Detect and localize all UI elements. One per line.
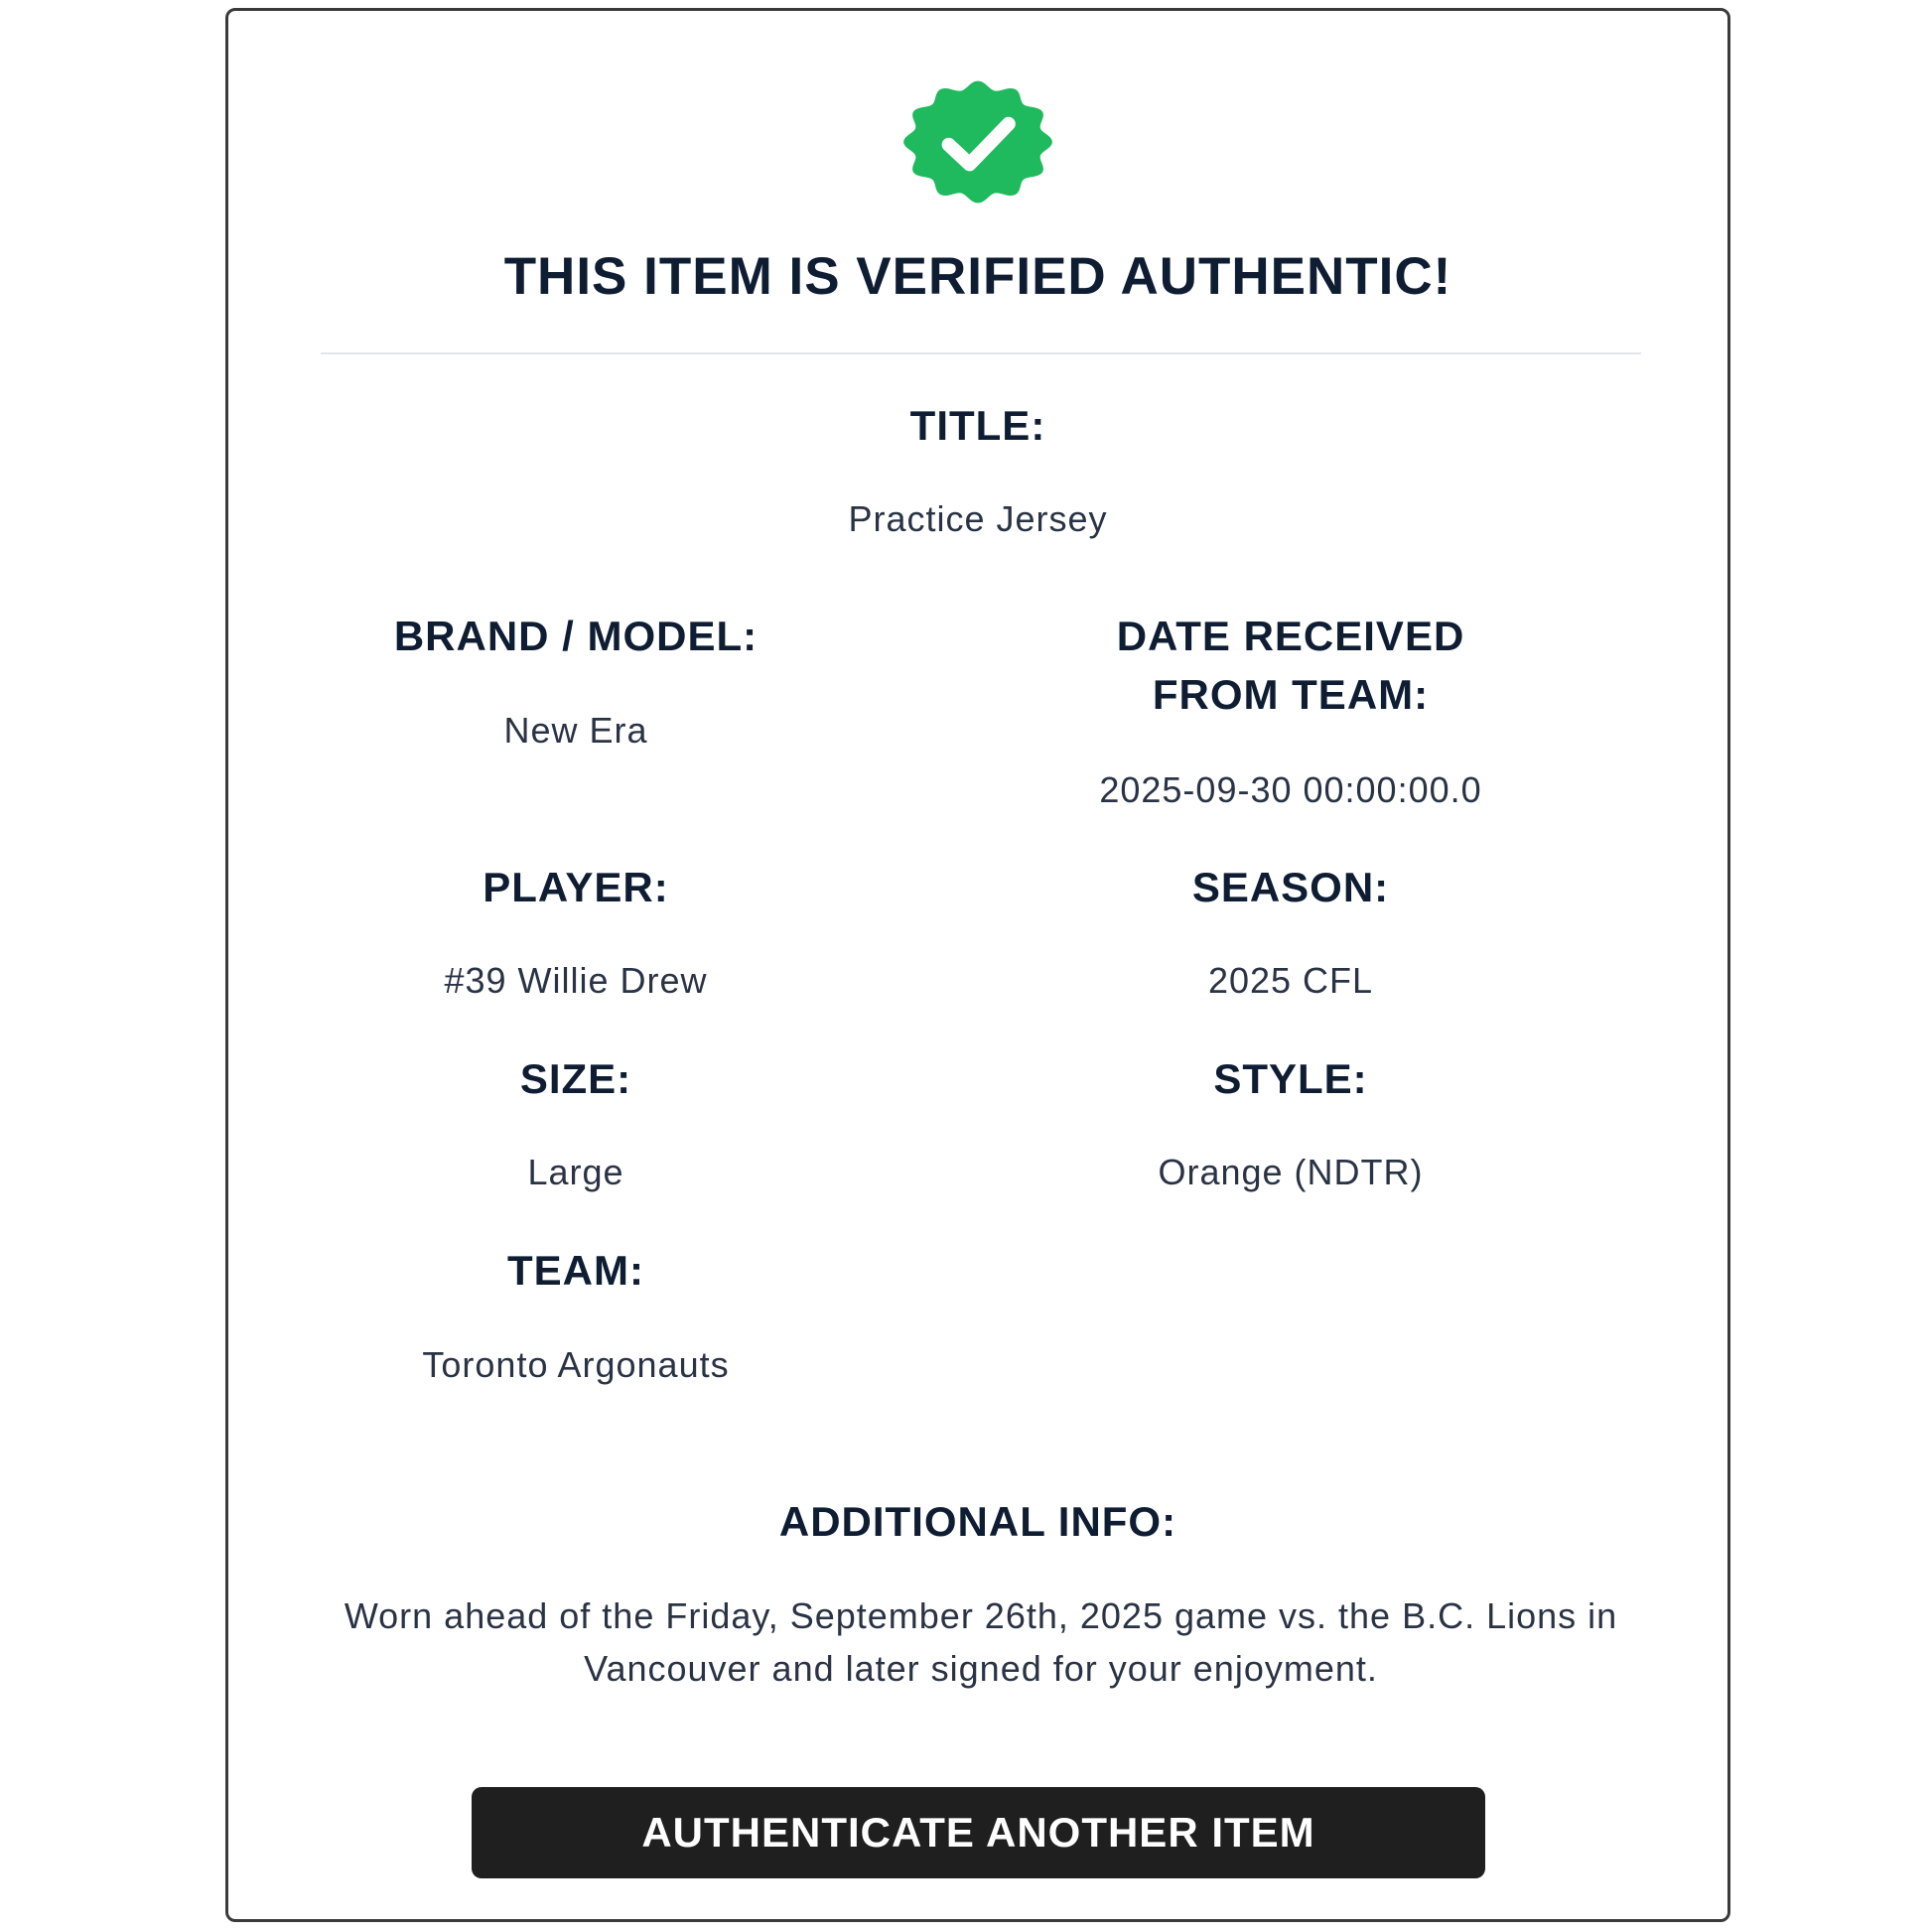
date-received-value: 2025-09-30 00:00:00.0 [1099, 769, 1482, 810]
title-value: Practice Jersey [848, 498, 1108, 539]
style-label: STYLE: [1213, 1055, 1368, 1102]
additional-info-label: ADDITIONAL INFO: [778, 1498, 1177, 1545]
brand-model-value: New Era [503, 710, 648, 751]
verification-card [225, 8, 1730, 1922]
verified-check-badge-icon [885, 72, 1071, 211]
title-label: TITLE: [909, 402, 1046, 449]
date-received-label-line2: FROM TEAM: [1152, 671, 1430, 718]
player-label: PLAYER: [483, 864, 669, 910]
team-value: Toronto Argonauts [422, 1344, 730, 1385]
badge-shape [903, 81, 1052, 204]
verified-headline: THIS ITEM IS VERIFIED AUTHENTIC! [503, 247, 1452, 306]
authenticate-another-button[interactable]: AUTHENTICATE ANOTHER ITEM [472, 1787, 1485, 1878]
season-value: 2025 CFL [1207, 960, 1374, 1001]
team-label: TEAM: [507, 1247, 644, 1294]
brand-model-label: BRAND / MODEL: [393, 613, 759, 659]
size-value: Large [527, 1152, 624, 1192]
divider [321, 352, 1641, 354]
date-received-label-line1: DATE RECEIVED [1116, 613, 1465, 659]
player-value: #39 Willie Drew [444, 960, 708, 1001]
season-label: SEASON: [1191, 864, 1390, 910]
additional-info-text: Worn ahead of the Friday, September 26th, 2025 game vs. the B.C. Lions in Vancouver and later signed for your enjoyment. [344, 1595, 1618, 1689]
size-label: SIZE: [519, 1055, 632, 1102]
style-value: Orange (NDTR) [1158, 1152, 1424, 1192]
